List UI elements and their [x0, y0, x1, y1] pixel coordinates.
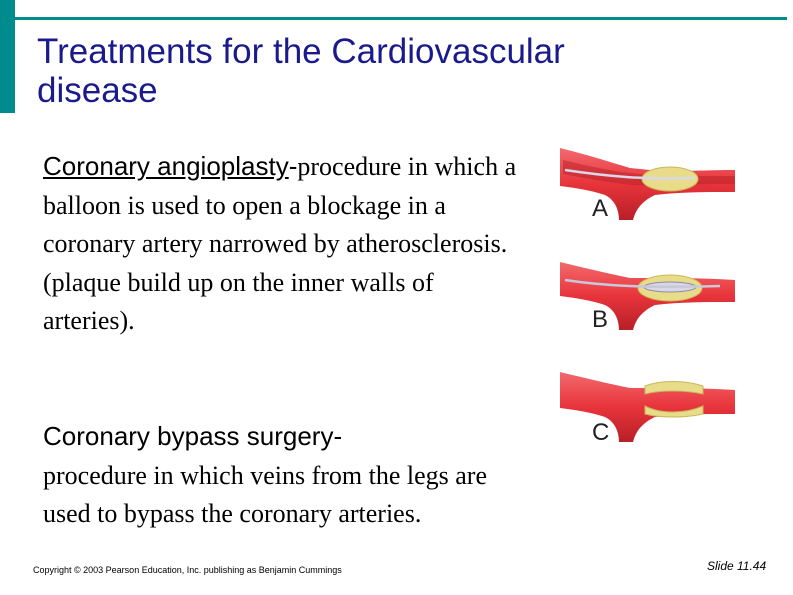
artery-panel-a — [560, 148, 735, 220]
panel-label-a: A — [592, 195, 609, 222]
term-angioplasty: Coronary angioplasty — [43, 151, 289, 181]
slide-title: Treatments for the Cardiovascular disease — [37, 32, 565, 110]
top-rule — [15, 17, 787, 20]
angioplasty-illustration — [555, 140, 740, 452]
term-bypass: Coronary bypass surgery — [43, 421, 334, 451]
term-separator: - — [288, 151, 298, 181]
bypass-description: procedure in which veins from the legs are used to bypass the coronary arteries. — [43, 460, 488, 528]
bypass-paragraph — [43, 417, 523, 534]
slide-number: Slide 11.44 — [707, 559, 767, 573]
angioplasty-paragraph — [43, 147, 523, 341]
artery-panel-b — [560, 262, 735, 330]
angioplasty-description: procedure in which a balloon is used to open a blockage in a coronary artery narrowed by atherosclerosis. (plaque build up on the inner walls of arteries). — [43, 152, 517, 335]
panel-label-c: C — [592, 419, 610, 446]
term-separator: - — [333, 421, 343, 451]
artery-panel-c — [560, 372, 735, 442]
panel-label-b: B — [592, 306, 609, 333]
accent-bar — [0, 0, 15, 113]
copyright-notice: Copyright © 2003 Pearson Education, Inc. publishing as Benjamin Cummings — [33, 565, 342, 575]
